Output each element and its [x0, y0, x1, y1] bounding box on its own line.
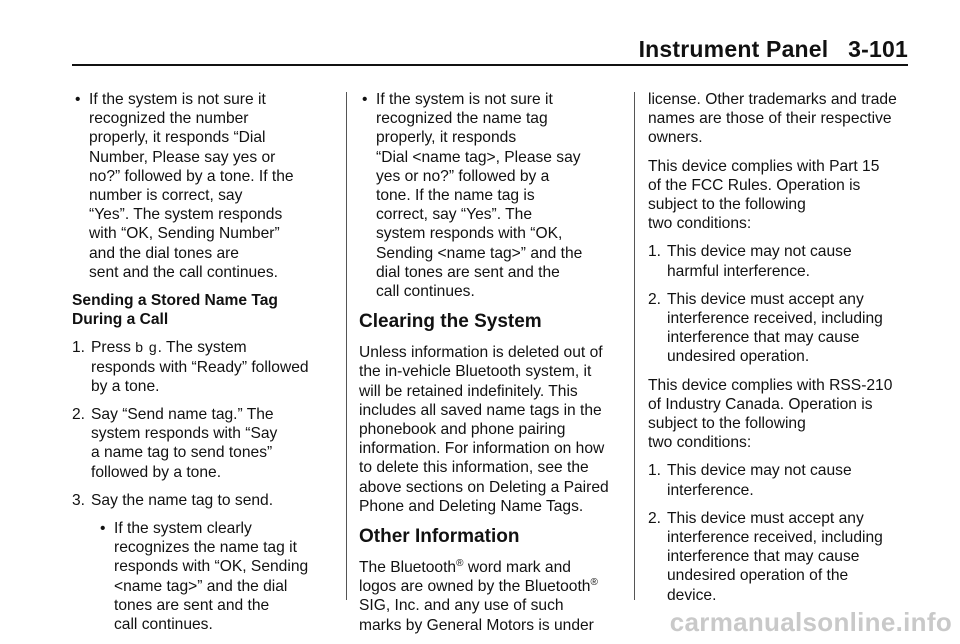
paragraph — [359, 558, 623, 635]
heading-other-information: Other Information — [359, 526, 520, 548]
text: word mark and — [463, 559, 571, 577]
text-line: recognizes the name tag it — [114, 539, 297, 557]
conditions-list-fcc — [648, 242, 914, 366]
text-line: interference received, including — [667, 529, 883, 547]
text-line: If the system clearly — [114, 520, 252, 538]
step-number: 3. — [72, 491, 86, 509]
subheading-sending-name-tag — [72, 291, 334, 329]
text-line: of the FCC Rules. Operation is — [648, 176, 861, 194]
list-item — [648, 290, 914, 367]
text-line: subject to the following — [648, 196, 806, 214]
registered-mark: ® — [456, 558, 464, 570]
text-line: to delete this information, see the — [359, 459, 589, 477]
list-number: 1. — [648, 243, 662, 261]
text-line: recognized the name tag — [376, 110, 548, 128]
registered-mark: ® — [590, 577, 598, 589]
text-line: properly, it responds — [376, 129, 517, 147]
text-line: with “OK, Sending Number” — [89, 225, 280, 243]
text-line: will be retained indefinitely. This — [359, 382, 578, 400]
text-line: the in-vehicle Bluetooth system, it — [359, 363, 592, 381]
list-item — [648, 461, 914, 499]
text-line: a name tag to send tones” — [91, 444, 273, 462]
text-line: “Dial <name tag>, Please say — [376, 148, 581, 166]
text-line: correct, say “Yes”. The — [376, 206, 532, 224]
text-line: This device may not cause — [667, 462, 852, 480]
text-line: tone. If the name tag is — [376, 187, 535, 205]
page-number: 3-101 — [848, 36, 908, 62]
step-1 — [72, 338, 334, 396]
text-line: This device complies with RSS-210 — [648, 376, 893, 394]
text-line: dial tones are sent and the — [376, 263, 560, 281]
text-line: During a Call — [72, 311, 169, 329]
list-item — [648, 242, 914, 280]
heading-clearing-the-system: Clearing the System — [359, 311, 542, 333]
page-header-title — [639, 36, 908, 63]
paragraph — [648, 376, 914, 453]
step-text — [91, 405, 334, 482]
text-line: interference that may cause — [667, 329, 860, 347]
text-line: Say the name tag to send. — [91, 491, 274, 509]
column-1 — [72, 90, 334, 643]
text-line: Unless information is deleted out of — [359, 344, 603, 362]
text-line: followed by a tone. — [91, 463, 222, 481]
text-line: Sending <name tag>” and the — [376, 244, 583, 262]
text-line: interference that may cause — [667, 548, 860, 566]
text-line: names are those of their respective — [648, 110, 892, 128]
text-line: owners. — [648, 129, 703, 147]
step-3 — [72, 491, 334, 510]
text-line: system responds with “OK, — [376, 225, 563, 243]
text-line: device. — [667, 586, 717, 604]
text-line: includes all saved name tags in the — [359, 401, 602, 419]
list-number: 1. — [648, 462, 662, 480]
text-line: yes or no?” followed by a — [376, 167, 550, 185]
column-divider-1 — [346, 92, 347, 600]
text-line: number is correct, say — [89, 187, 243, 205]
section-title: Instrument Panel — [638, 36, 829, 62]
text-line: of Industry Canada. Operation is — [648, 395, 873, 413]
list-number: 2. — [648, 509, 662, 527]
text-line: If the system is not sure it — [376, 91, 553, 108]
text-line: “Yes”. The system responds — [89, 206, 283, 224]
step-text — [91, 358, 334, 396]
bullet-item — [97, 519, 334, 634]
text-line: properly, it responds “Dial — [89, 129, 266, 147]
text-line: two conditions: — [648, 434, 752, 452]
text-line: Say “Send name tag.” The — [91, 406, 274, 424]
text-line: information. For information on how — [359, 440, 605, 458]
text-line: harmful interference. — [667, 262, 811, 280]
text-line: system responds with “Say — [91, 425, 278, 443]
bullet-item — [72, 90, 334, 282]
text-line: undesired operation. — [667, 348, 810, 366]
text-line: This device may not cause — [667, 243, 852, 261]
text-line: responds with “OK, Sending — [114, 558, 309, 576]
bullet-item — [359, 90, 623, 301]
text-line: call continues. — [376, 283, 475, 301]
step-2 — [72, 405, 334, 482]
step-number: 1. — [72, 339, 86, 357]
text-line: subject to the following — [648, 415, 806, 433]
text-line: This device must accept any — [667, 290, 864, 308]
text-line: tones are sent and the — [114, 596, 270, 614]
column-3 — [648, 90, 914, 614]
text — [359, 596, 623, 634]
column-2 — [359, 90, 623, 644]
step-number: 2. — [72, 406, 86, 424]
paragraph — [359, 343, 623, 516]
text: logos are owned by the Bluetooth — [359, 578, 591, 596]
text-line: This device must accept any — [667, 509, 864, 527]
text-line: sent and the call continues. — [89, 263, 278, 281]
text-line: responds with “Ready” followed — [91, 358, 309, 376]
text-line: interference. — [667, 481, 754, 499]
text-line: Number, Please say yes or — [89, 148, 276, 166]
text-line: call continues. — [114, 616, 213, 634]
text-line: This device complies with Part 15 — [648, 157, 880, 175]
phone-call-icons: b g — [135, 339, 158, 356]
text-line: license. Other trademarks and trade — [648, 91, 897, 108]
watermark: carmanualsonline.info — [669, 607, 952, 637]
list-item — [648, 509, 914, 605]
text-line: above sections on Deleting a Paired — [359, 478, 609, 496]
paragraph — [648, 157, 914, 234]
text-line: If the system is not sure it — [89, 91, 266, 108]
text-line: SIG, Inc. and any use of such — [359, 597, 564, 615]
text: The Bluetooth — [359, 559, 457, 577]
header-rule — [72, 64, 908, 66]
text-line: interference received, including — [667, 310, 883, 328]
text-line: <name tag>” and the dial — [114, 577, 288, 595]
text-line: marks by General Motors is under — [359, 616, 594, 634]
text-line: and the dial tones are — [89, 244, 239, 262]
text-line: by a tone. — [91, 377, 160, 395]
paragraph — [648, 90, 914, 148]
text-line: two conditions: — [648, 215, 752, 233]
column-divider-2 — [634, 92, 635, 600]
step-text — [91, 491, 334, 510]
text-line: no?” followed by a tone. If the — [89, 167, 294, 185]
step-text: . The system — [157, 339, 247, 357]
step-text: Press — [91, 339, 136, 357]
list-number: 2. — [648, 290, 662, 308]
text-line: undesired operation of the — [667, 567, 849, 585]
text-line: recognized the number — [89, 110, 249, 128]
text-line: Sending a Stored Name Tag — [72, 292, 278, 310]
text-line: phonebook and phone pairing — [359, 421, 566, 439]
text-line: Phone and Deleting Name Tags. — [359, 497, 584, 515]
conditions-list-ic — [648, 461, 914, 604]
